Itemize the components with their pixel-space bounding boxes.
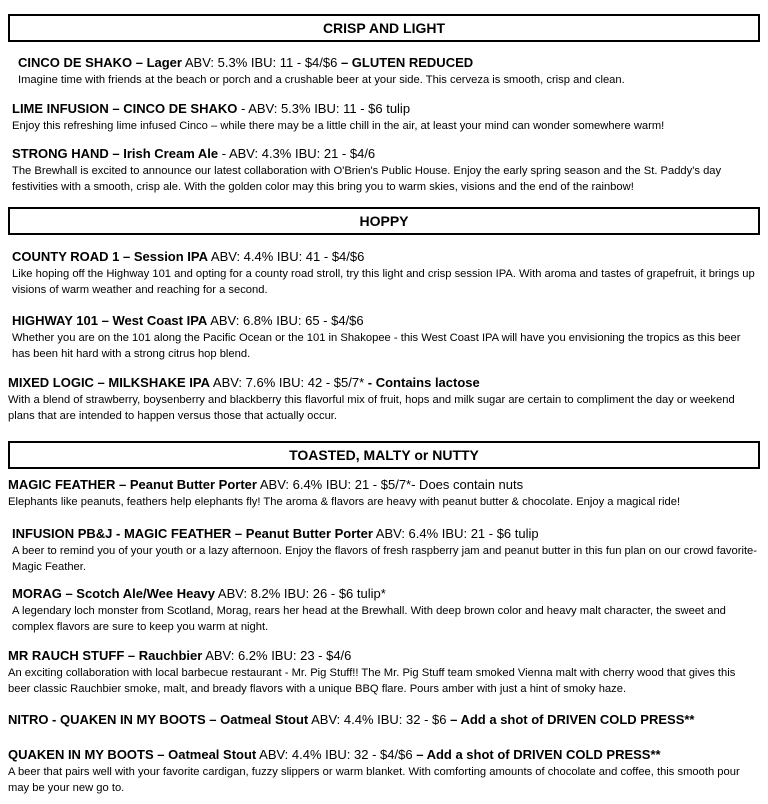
item-details: - ABV: 5.3% IBU: 11 - $6 tulip [237,101,411,116]
item-title [8,747,758,763]
item-description: The Brewhall is excited to announce our latest collaboration with O'Brien's Public House. Enjoy the early spring season and the St. Paddy's day festivities with a smooth, crisp ale. With the golden color may this bring you to warm skies, visions and the end of the rainbow! [12,165,722,193]
item-title [8,477,758,493]
item-name: MORAG – Scotch Ale/Wee Heavy [12,586,216,601]
item-title [12,146,758,162]
item-name: LIME INFUSION – CINCO DE SHAKO [12,101,238,116]
item-title [12,586,758,602]
item-name: MIXED LOGIC – MILKSHAKE IPA [8,375,210,390]
item-description: A legendary loch monster from Scotland, Morag, rears her head at the Brewhall. With deep brown color and heavy malt character, the sweet and complex flavors are sure to keep you warm at night. [12,605,726,633]
item-note: – Add a shot of DRIVEN COLD PRESS** [416,747,661,762]
item-title [12,526,758,542]
menu-item-infusion-pbj [12,526,758,575]
item-description: With a blend of strawberry, boysenberry and blackberry this flavorful mix of fruit, hops and milk sugar are certain to compliment the day or weekend plans that are intended to happen versus those that actually occur. [8,394,735,422]
item-name: MR RAUCH STUFF – Rauchbier [8,648,203,663]
section-title: CRISP AND LIGHT [322,20,446,36]
item-title [8,648,758,664]
item-description: Enjoy this refreshing lime infused Cinco – while there may be a little chill in the air, at least your mind can wonder somewhere warm! [12,120,665,132]
menu-item-highway-101 [12,313,758,362]
menu-item-lime-infusion [12,101,758,134]
item-note: - Contains lactose [367,375,480,390]
menu-item-morag [12,586,758,635]
menu-item-nitro-quaken [8,712,758,728]
item-note: – GLUTEN REDUCED [340,55,474,70]
item-title [12,313,758,329]
menu-item-mixed-logic [8,375,758,424]
item-description: A beer that pairs well with your favorite cardigan, fuzzy slippers or warm blanket. With comforting amounts of chocolate and coffee, this smooth pour may be your new go to. [8,766,740,794]
section-title: TOASTED, MALTY or NUTTY [289,447,479,463]
section-header-crisp-and-light [8,14,760,42]
item-details: ABV: 6.4% IBU: 21 - $6 tulip [372,526,539,541]
menu-item-strong-hand [12,146,758,195]
item-name: HIGHWAY 101 – West Coast IPA [12,313,208,328]
item-details: - ABV: 4.3% IBU: 21 - $4/6 [218,146,376,161]
item-description: Imagine time with friends at the beach or porch and a crushable beer at your side. This cerveza is smooth, crisp and clean. [18,74,625,86]
item-description: An exciting collaboration with local barbecue restaurant - Mr. Pig Stuff!! The Mr. Pig Stuff team smoked Vienna malt with cherry wood that gives this beer classic Rauchbier smoke, malt, and bready flavors with a unique BBQ flare. Pours amber with just a hint of smoky haze. [8,667,736,695]
item-name: CINCO DE SHAKO – Lager [18,55,182,70]
section-header-hoppy [8,207,760,235]
section-title: HOPPY [359,213,409,229]
menu-item-cinco-de-shako [18,55,758,88]
item-details: ABV: 6.8% IBU: 65 - $4/$6 [207,313,364,328]
item-details: ABV: 7.6% IBU: 42 - $5/7* [210,375,368,390]
item-details: ABV: 4.4% IBU: 41 - $4/$6 [208,249,365,264]
item-note: – Add a shot of DRIVEN COLD PRESS** [450,712,695,727]
item-details: ABV: 4.4% IBU: 32 - $6 [308,712,451,727]
item-details: ABV: 6.4% IBU: 21 - $5/7*- Does contain nuts [256,477,524,492]
menu-item-magic-feather [8,477,758,510]
item-name: QUAKEN IN MY BOOTS – Oatmeal Stout [8,747,257,762]
item-title [12,101,758,117]
item-name: NITRO - QUAKEN IN MY BOOTS – Oatmeal Stout [8,712,309,727]
item-details: ABV: 4.4% IBU: 32 - $4/$6 [256,747,417,762]
item-title [8,712,758,728]
item-description: Like hoping off the Highway 101 and opting for a county road stroll, try this light and crisp session IPA. With aroma and tastes of grapefruit, it brings up visions of warm weather and reaching for a second. [12,268,755,296]
item-description: Whether you are on the 101 along the Pacific Ocean or the 101 in Shakopee - this West Coast IPA will have you envisioning the tropics as this beer has been hit hard with a strong citrus hop blend. [12,332,741,360]
menu-item-mr-rauch-stuff [8,648,758,697]
item-name: INFUSION PB&J - MAGIC FEATHER – Peanut Butter Porter [12,526,373,541]
item-details: ABV: 5.3% IBU: 11 - $4/$6 [181,55,341,70]
item-name: COUNTY ROAD 1 – Session IPA [12,249,209,264]
item-details: ABV: 6.2% IBU: 23 - $4/6 [202,648,352,663]
item-name: MAGIC FEATHER – Peanut Butter Porter [8,477,257,492]
section-header-toasted-malty-nutty [8,441,760,469]
menu-item-county-road-1 [12,249,758,298]
item-details: ABV: 8.2% IBU: 26 - $6 tulip* [215,586,386,601]
item-title [8,375,758,391]
item-description: Elephants like peanuts, feathers help elephants fly! The aroma & flavors are heavy with peanut butter & chocolate. Enjoy a magical ride! [8,496,681,508]
item-title [12,249,758,265]
item-title [18,55,758,71]
item-description: A beer to remind you of your youth or a lazy afternoon. Enjoy the flavors of fresh raspberry jam and peanut butter in this fun plan on our crowd favorite- Magic Feather. [12,545,757,573]
item-name: STRONG HAND – Irish Cream Ale [12,146,219,161]
menu-item-quaken-in-my-boots [8,747,758,796]
